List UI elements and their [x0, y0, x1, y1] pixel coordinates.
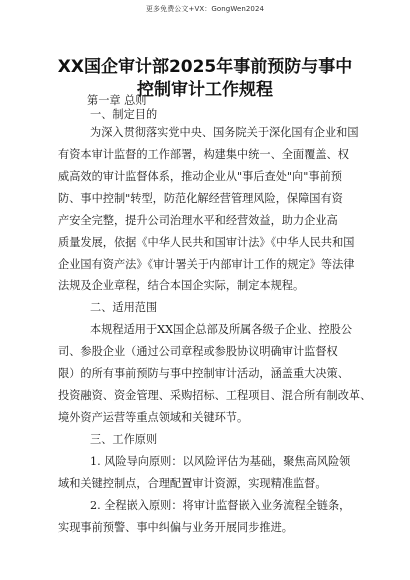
chapter-heading: 第一章 总则	[87, 94, 147, 107]
paragraph-line: 限）的所有事前预防与事中控制审计活动，涵盖重大决策、	[58, 367, 349, 380]
section-heading-purpose: 一、制定目的	[90, 108, 158, 121]
paragraph-line: 投资融资、资金管理、采购招标、工程项目、混合所有制改革、	[58, 389, 372, 402]
section-heading-scope: 二、适用范围	[90, 301, 158, 314]
paragraph-line: 司、参股企业（通过公司章程或参股协议明确审计监督权	[58, 345, 338, 358]
paragraph-line: 实现事前预警、事中纠偏与业务开展同步推进。	[58, 521, 293, 534]
paragraph-line: 为深入贯彻落实党中央、国务院关于深化国有企业和国	[90, 126, 359, 139]
document-title-line-1: XX国企审计部2025年事前预防与事中	[57, 57, 353, 77]
paragraph-line: 防、事中控制"转型，防范化解经营管理风险，保障国有资	[58, 192, 343, 205]
paragraph-line: 域和关键控制点，合理配置审计资源，实现精准监督。	[58, 477, 327, 490]
paragraph-line: 2. 全程嵌入原则：将审计监督嵌入业务流程全链条，	[90, 499, 351, 512]
paragraph-line: 威高效的审计监督体系，推动企业从"事后查处"向"事前预	[58, 170, 342, 183]
paragraph-line: 质量发展，依据《中华人民共和国审计法》《中华人民共和国	[58, 236, 355, 249]
paragraph-line: 有资本审计监督的工作部署，构建集中统一、全面覆盖、权	[58, 148, 349, 161]
paragraph-line: 企业国有资产法》《审计署关于内部审计工作的规定》等法律	[58, 258, 355, 271]
paragraph-line: 本规程适用于XX国企总部及所属各级子企业、控股公	[90, 323, 353, 336]
section-heading-principles: 三、工作原则	[90, 433, 158, 446]
paragraph-line: 1. 风险导向原则：以风险评估为基础，聚焦高风险领	[90, 455, 351, 468]
paragraph-line: 法规及企业章程，结合本国企实际，制定本规程。	[58, 279, 305, 292]
document-title-line-2: 控制审计工作规程	[137, 80, 273, 100]
header-note: 更多免费公文+VX：GongWen2024	[145, 5, 265, 13]
paragraph-line: 产安全完整，提升公司治理水平和经营效益，助力企业高	[58, 214, 338, 227]
paragraph-line: 境外资产运营等重点领域和关键环节。	[58, 411, 249, 424]
